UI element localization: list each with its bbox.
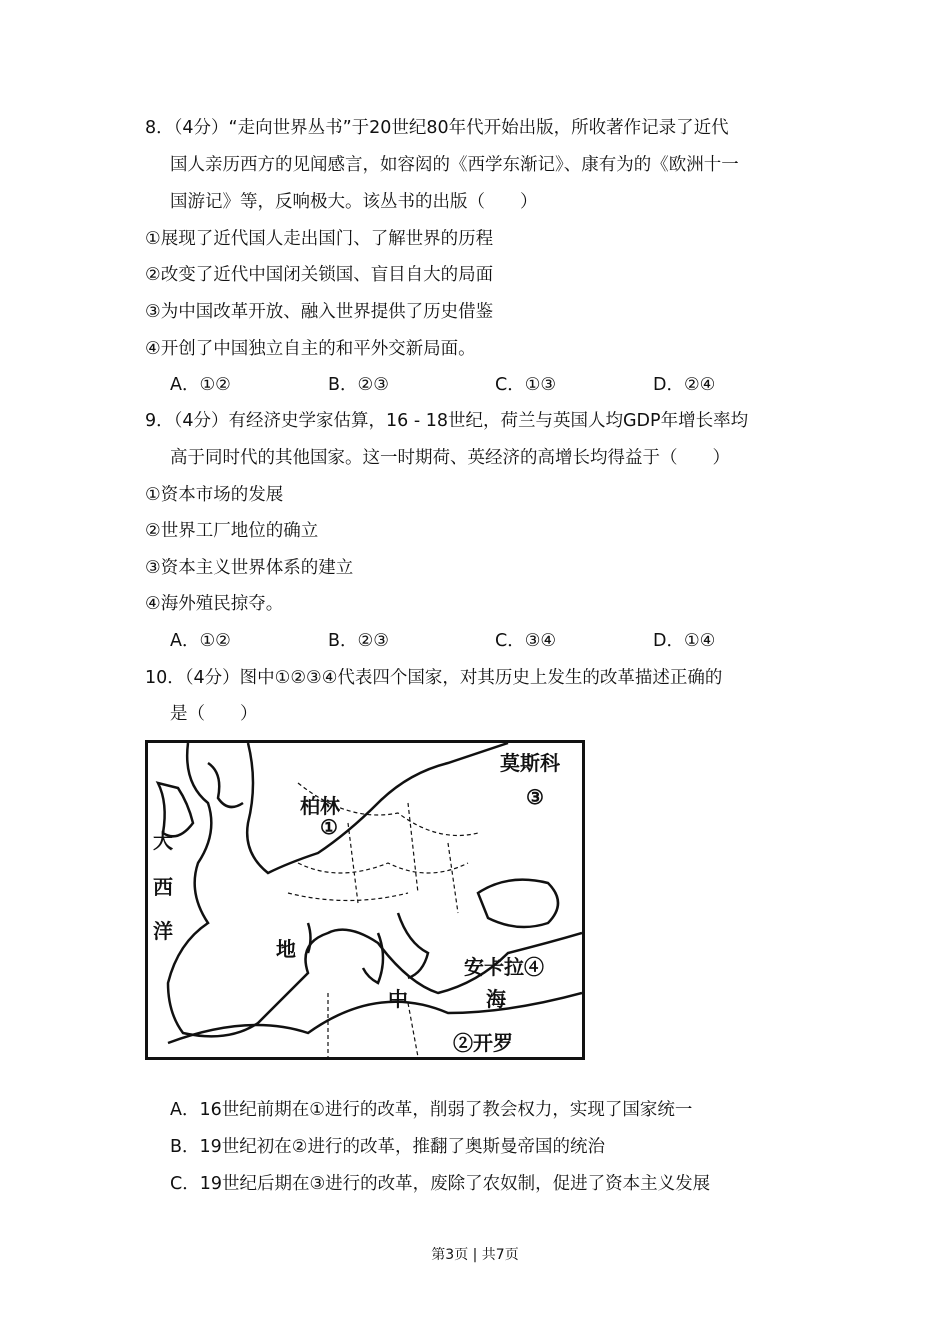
label-cairo: ②开罗 bbox=[453, 1031, 513, 1055]
map-outline bbox=[148, 743, 582, 1057]
q9-item: ③资本主义世界体系的建立 bbox=[145, 558, 354, 578]
q8-option-d[interactable]: D．②④ bbox=[653, 375, 716, 395]
q9-item: ①资本市场的发展 bbox=[145, 485, 284, 505]
q10-stem-line: 10．（4分）图中①②③④代表四个国家，对其历史上发生的改革描述正确的 bbox=[145, 668, 723, 688]
q9-stem-line: 9．（4分）有经济史学家估算，16 - 18世纪，荷兰与英国人均GDP年增长率均 bbox=[145, 411, 749, 431]
q9-option-a[interactable]: A．①② bbox=[170, 631, 231, 651]
q10-option-a[interactable]: A．16世纪前期在①进行的改革，削弱了教会权力，实现了国家统一 bbox=[170, 1100, 693, 1120]
q8-item: ③为中国改革开放、融入世界提供了历史借鉴 bbox=[145, 302, 494, 322]
label-atlantic-3: 洋 bbox=[153, 919, 173, 943]
q9-item: ④海外殖民掠夺。 bbox=[145, 594, 284, 614]
q9-option-b[interactable]: B．②③ bbox=[328, 631, 389, 651]
q8-option-a[interactable]: A．①② bbox=[170, 375, 231, 395]
label-atlantic-2: 西 bbox=[153, 875, 173, 899]
q10-option-c[interactable]: C．19世纪后期在③进行的改革，废除了农奴制，促进了资本主义发展 bbox=[170, 1174, 711, 1194]
europe-map bbox=[145, 740, 585, 1060]
label-mediterranean-2: 中 bbox=[388, 987, 408, 1011]
q8-item: ②改变了近代中国闭关锁国、盲目自大的局面 bbox=[145, 265, 494, 285]
q10-option-b[interactable]: B．19世纪初在②进行的改革，推翻了奥斯曼帝国的统治 bbox=[170, 1137, 605, 1157]
page-footer: 第3页 | 共7页 bbox=[431, 1247, 519, 1263]
label-marker-1: ① bbox=[320, 815, 338, 839]
label-moscow: 莫斯科 bbox=[500, 751, 560, 775]
q9-item: ②世界工厂地位的确立 bbox=[145, 521, 319, 541]
label-berlin: 柏林 bbox=[300, 794, 340, 818]
label-atlantic-1: 大 bbox=[153, 829, 173, 853]
q8-stem-line: 国游记》等，反响极大。该丛书的出版（ ） bbox=[170, 192, 538, 212]
q9-option-d[interactable]: D．①④ bbox=[653, 631, 716, 651]
q8-option-c[interactable]: C．①③ bbox=[495, 375, 557, 395]
q9-stem-line: 高于同时代的其他国家。这一时期荷、英经济的高增长均得益于（ ） bbox=[170, 448, 730, 468]
label-mediterranean-3: 海 bbox=[486, 987, 506, 1011]
label-marker-3: ③ bbox=[526, 785, 544, 809]
q9-option-c[interactable]: C．③④ bbox=[495, 631, 557, 651]
q8-stem-line: 国人亲历西方的见闻感言，如容闳的《西学东渐记》、康有为的《欧洲十一 bbox=[170, 155, 739, 175]
q8-option-b[interactable]: B．②③ bbox=[328, 375, 389, 395]
label-mediterranean-1: 地 bbox=[276, 937, 296, 961]
q10-stem-line: 是（ ） bbox=[170, 704, 258, 724]
q8-item: ①展现了近代国人走出国门、了解世界的历程 bbox=[145, 229, 494, 249]
q8-item: ④开创了中国独立自主的和平外交新局面。 bbox=[145, 339, 476, 359]
label-ankara: 安卡拉④ bbox=[464, 955, 544, 979]
q8-stem-line: 8．（4分）“走向世界丛书”于20世纪80年代开始出版，所收著作记录了近代 bbox=[145, 118, 729, 138]
